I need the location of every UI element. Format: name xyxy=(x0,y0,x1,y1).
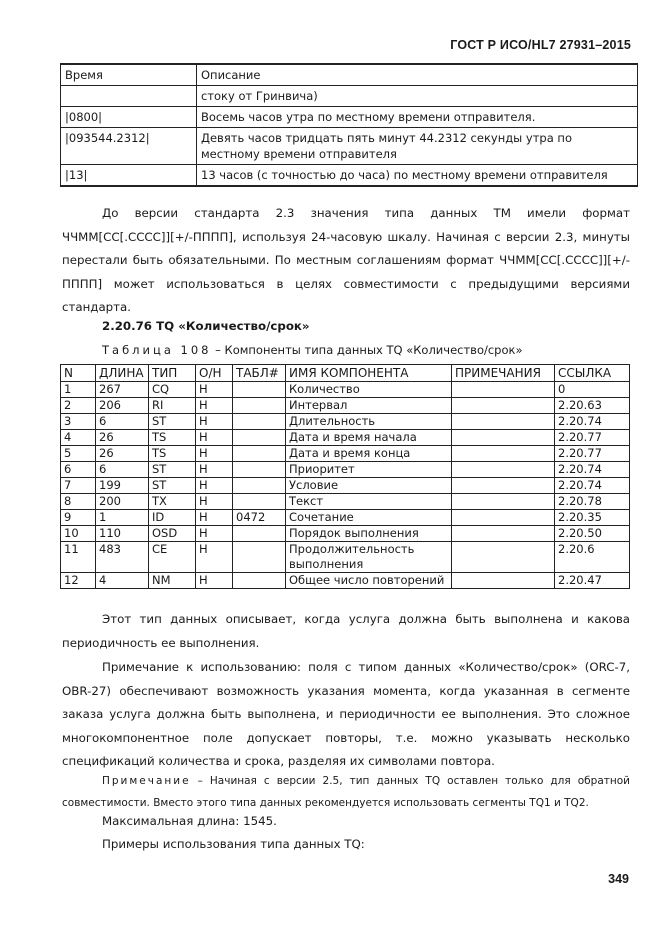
table-cell: 26 xyxy=(96,446,149,462)
table-cell xyxy=(233,478,286,494)
table-row xyxy=(61,430,630,446)
table-cell: 6 xyxy=(61,462,96,478)
column-header: N xyxy=(61,365,96,382)
table-cell xyxy=(452,446,555,462)
table-cell: 2.20.74 xyxy=(555,462,630,478)
table-row xyxy=(61,478,630,494)
table-cell xyxy=(233,446,286,462)
table-cell: 6 xyxy=(96,462,149,478)
table-cell: NM xyxy=(149,573,196,589)
table-cell: 0472 xyxy=(233,510,286,526)
table-cell: Н xyxy=(196,414,233,430)
table-cell: TS xyxy=(149,430,196,446)
table-cell xyxy=(233,526,286,542)
table-cell: 2.20.6 xyxy=(555,542,630,573)
table-cell: Н xyxy=(196,478,233,494)
table-cell: ST xyxy=(149,414,196,430)
table-cell: 267 xyxy=(96,382,149,398)
table-row xyxy=(61,107,638,128)
table-cell: |0800| xyxy=(61,107,197,128)
table-cell: Дата и время конца xyxy=(286,446,452,462)
table-cell: Н xyxy=(196,430,233,446)
table-cell: 2.20.74 xyxy=(555,478,630,494)
table-cell: Девять часов тридцать пять минут 44.2312 секунды утра по местному времени отправителя xyxy=(197,128,638,165)
column-header: ИМЯ КОМПОНЕНТА xyxy=(286,365,452,382)
table-row xyxy=(61,128,638,165)
table-row xyxy=(61,494,630,510)
max-length-line: Максимальная длина: 1545. xyxy=(102,814,277,828)
table-cell: Н xyxy=(196,573,233,589)
table-cell: Н xyxy=(196,398,233,414)
table-cell: 11 xyxy=(61,542,96,573)
table-cell: 2 xyxy=(61,398,96,414)
column-header-description: Описание xyxy=(197,64,638,86)
table-cell xyxy=(452,414,555,430)
column-header-time: Время xyxy=(61,64,197,86)
table-cell xyxy=(452,573,555,589)
table-cell: Дата и время начала xyxy=(286,430,452,446)
table-cell: 6 xyxy=(96,414,149,430)
table-cell xyxy=(233,573,286,589)
table-cell: 2.20.35 xyxy=(555,510,630,526)
table-cell xyxy=(233,462,286,478)
table-cell: Н xyxy=(196,462,233,478)
table-cell: Условие xyxy=(286,478,452,494)
table-cell: ID xyxy=(149,510,196,526)
table-cell: 10 xyxy=(61,526,96,542)
table-row xyxy=(61,573,630,589)
table-row xyxy=(61,398,630,414)
table-caption-number: Таблица 108 xyxy=(102,343,212,357)
table-cell: 5 xyxy=(61,446,96,462)
table-cell: 1 xyxy=(96,510,149,526)
time-format-table xyxy=(60,63,638,187)
section-title: 2.20.76 TQ «Количество/срок» xyxy=(102,319,310,333)
column-header: ПРИМЕЧАНИЯ xyxy=(452,365,555,382)
table-cell: OSD xyxy=(149,526,196,542)
column-header: О/Н xyxy=(196,365,233,382)
table-cell xyxy=(452,494,555,510)
table-cell: 2.20.77 xyxy=(555,430,630,446)
table-cell: Н xyxy=(196,510,233,526)
table-row xyxy=(61,86,638,107)
table-row xyxy=(61,510,630,526)
paragraph-tm-format: До версии стандарта 2.3 значения типа данных TM имели формат ЧЧММ[СС[.СССС]][+/-ПППП], используя 24-часовую шкалу. Начиная с версии 2.3, минуты перестали быть обязательными. По местным соглашениям формат ЧЧММ[СС[.СССС]][+/-ПППП] может использоваться в целях совместимости с предыдущими версиями стандарта. xyxy=(62,206,630,314)
table-cell: 199 xyxy=(96,478,149,494)
table-caption-text: – Компоненты типа данных TQ «Количество/срок» xyxy=(211,343,523,357)
table-cell xyxy=(452,430,555,446)
note-label: Примечание xyxy=(102,775,191,787)
table-cell: 13 часов (с точностью до часа) по местному времени отправителя xyxy=(197,165,638,187)
table-cell: 26 xyxy=(96,430,149,446)
table-cell: 2.20.78 xyxy=(555,494,630,510)
column-header: ТИП xyxy=(149,365,196,382)
table-cell: 483 xyxy=(96,542,149,573)
table-cell xyxy=(452,478,555,494)
table-cell: Сочетание xyxy=(286,510,452,526)
page-number: 349 xyxy=(608,872,629,886)
table-cell xyxy=(452,542,555,573)
table-row xyxy=(61,165,638,187)
table-cell: TX xyxy=(149,494,196,510)
table-cell xyxy=(452,398,555,414)
table-cell xyxy=(452,382,555,398)
note xyxy=(62,770,630,814)
table-cell xyxy=(452,462,555,478)
table-cell xyxy=(233,494,286,510)
table-cell xyxy=(233,414,286,430)
table-cell: Н xyxy=(196,382,233,398)
table-cell xyxy=(233,382,286,398)
table-cell xyxy=(61,86,197,107)
table-cell: Н xyxy=(196,446,233,462)
table-cell: |093544.2312| xyxy=(61,128,197,165)
table-cell: |13| xyxy=(61,165,197,187)
table-cell xyxy=(452,526,555,542)
table-cell: 1 xyxy=(61,382,96,398)
table-cell: Длительность xyxy=(286,414,452,430)
table-cell: Н xyxy=(196,494,233,510)
column-header: ДЛИНА xyxy=(96,365,149,382)
table-cell: 200 xyxy=(96,494,149,510)
table-cell: 12 xyxy=(61,573,96,589)
table-cell: 2.20.74 xyxy=(555,414,630,430)
table-row xyxy=(61,526,630,542)
table-cell: Н xyxy=(196,526,233,542)
table-cell: 8 xyxy=(61,494,96,510)
table-cell: 4 xyxy=(96,573,149,589)
table-cell: Н xyxy=(196,542,233,573)
table-cell: Приоритет xyxy=(286,462,452,478)
table-cell: CE xyxy=(149,542,196,573)
table-row xyxy=(61,414,630,430)
table-cell: 206 xyxy=(96,398,149,414)
table-cell: стоку от Гринвича) xyxy=(197,86,638,107)
table-header-row xyxy=(61,64,638,86)
table-cell: 4 xyxy=(61,430,96,446)
document-header: ГОСТ Р ИСО/HL7 27931–2015 xyxy=(450,38,631,52)
table-cell: 3 xyxy=(61,414,96,430)
table-cell: 0 xyxy=(555,382,630,398)
column-header: ТАБЛ# xyxy=(233,365,286,382)
table-cell xyxy=(233,542,286,573)
table-caption xyxy=(102,343,523,357)
table-cell: 2.20.63 xyxy=(555,398,630,414)
table-header-row xyxy=(61,365,630,382)
table-cell: Восемь часов утра по местному времени отправителя. xyxy=(197,107,638,128)
table-row xyxy=(61,446,630,462)
table-cell: Текст xyxy=(286,494,452,510)
table-cell: 110 xyxy=(96,526,149,542)
examples-intro: Примеры использования типа данных TQ: xyxy=(102,837,365,851)
table-cell: RI xyxy=(149,398,196,414)
table-cell: 2.20.77 xyxy=(555,446,630,462)
table-cell: TS xyxy=(149,446,196,462)
table-cell: 7 xyxy=(61,478,96,494)
table-cell xyxy=(233,398,286,414)
table-cell: CQ xyxy=(149,382,196,398)
table-cell xyxy=(233,430,286,446)
table-cell: 2.20.47 xyxy=(555,573,630,589)
table-cell: Интервал xyxy=(286,398,452,414)
table-cell: Продолжительность выполнения xyxy=(286,542,452,573)
table-row xyxy=(61,462,630,478)
table-cell: Порядок выполнения xyxy=(286,526,452,542)
table-cell: 9 xyxy=(61,510,96,526)
table-cell: 2.20.50 xyxy=(555,526,630,542)
components-table xyxy=(60,364,630,589)
table-cell: ST xyxy=(149,478,196,494)
table-cell xyxy=(452,510,555,526)
table-row xyxy=(61,382,630,398)
table-row xyxy=(61,542,630,573)
table-cell: Общее число повторений xyxy=(286,573,452,589)
paragraph-description: Этот тип данных описывает, когда услуга должна быть выполнена и какова периодичность ее выполнения. xyxy=(62,612,630,650)
table-cell: Количество xyxy=(286,382,452,398)
paragraph-usage-note: Примечание к использованию: поля с типом данных «Количество/срок» (ORC-7, OBR-27) обеспечивают возможность указания момента, когда указанная в сегменте заказа услуга должна быть выполнена, и периодичности ее выполнения. Это сложное многокомпонентное поле допускает повторы, т.е. можно указывать несколько спецификаций количества и срока, разделяя их символами повтора. xyxy=(62,660,630,768)
note-text: – Начиная с версии 2.5, тип данных TQ оставлен только для обратной совместимости. Вместо этого типа данных рекомендуется использовать сегменты TQ1 и TQ2. xyxy=(62,775,630,809)
table-cell: ST xyxy=(149,462,196,478)
column-header: ССЫЛКА xyxy=(555,365,630,382)
